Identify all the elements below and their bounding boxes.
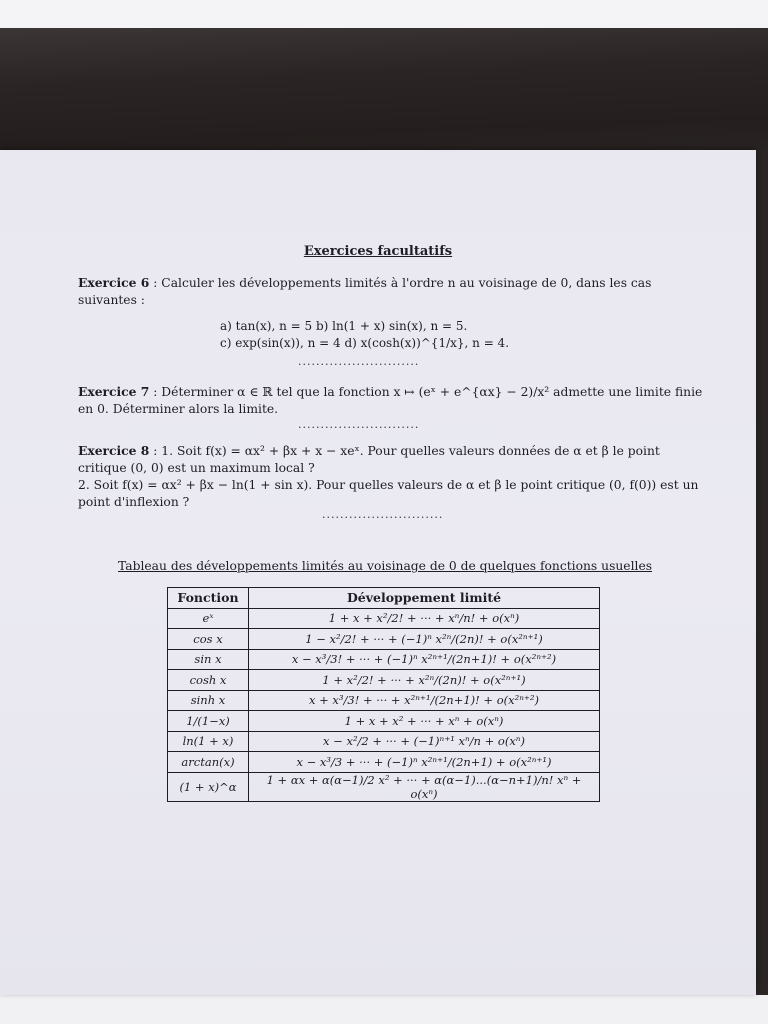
function-cell: ln(1 + x) [168, 731, 249, 752]
expansion-cell: 1 + x²/2! + ··· + x²ⁿ/(2n)! + o(x²ⁿ⁺¹) [249, 670, 600, 691]
header-expansion: Développement limité [249, 588, 600, 609]
expansion-cell: 1 + αx + α(α−1)/2 x² + ··· + α(α−1)...(α−n+1)/n! xⁿ + o(xⁿ) [249, 772, 600, 801]
exercise-7-label: Exercice 7 [78, 384, 150, 399]
table-row [168, 731, 600, 752]
separator-1: ........................... [298, 355, 420, 368]
table-row [168, 752, 600, 773]
document-content [0, 150, 756, 995]
table-row [168, 649, 600, 670]
expansion-cell: x + x³/3! + ··· + x²ⁿ⁺¹/(2n+1)! + o(x²ⁿ⁺²) [249, 690, 600, 711]
expansion-cell: 1 − x²/2! + ··· + (−1)ⁿ x²ⁿ/(2n)! + o(x²ⁿ⁺¹) [249, 629, 600, 650]
table-row [168, 608, 600, 629]
exercise-8 [78, 442, 703, 511]
exercise-6 [78, 274, 703, 309]
exercise-8-text-1: : 1. Soit f(x) = αx² + βx + x − xeˣ. Pour quelles valeurs données de α et β le point critique (0, 0) est un maximum local ? [78, 444, 660, 475]
expansion-cell: x − x³/3! + ··· + (−1)ⁿ x²ⁿ⁺¹/(2n+1)! + o(x²ⁿ⁺²) [249, 649, 600, 670]
table-row [168, 711, 600, 732]
table-row [168, 629, 600, 650]
case-line-1: a) tan(x), n = 5 b) ln(1 + x) sin(x), n = 5. [220, 319, 468, 333]
exercise-8-text-2: 2. Soit f(x) = αx² + βx − ln(1 + sin x). Pour quelles valeurs de α et β le point critique (0, f(0)) est un point d'inflexion ? [78, 478, 699, 509]
function-cell: (1 + x)^α [168, 772, 249, 801]
exercise-7 [78, 383, 703, 418]
surface-edge [756, 150, 768, 995]
expansions-table [167, 587, 600, 802]
function-cell: cosh x [168, 670, 249, 691]
case-line-2: c) exp(sin(x)), n = 4 d) x(cosh(x))^{1/x}, n = 4. [220, 336, 510, 350]
dark-surface [0, 28, 768, 168]
function-cell: cos x [168, 629, 249, 650]
background-bottom [0, 995, 768, 1024]
exercise-8-label: Exercice 8 [78, 443, 150, 458]
paper-sheet [0, 150, 756, 995]
function-cell: arctan(x) [168, 752, 249, 773]
expansion-cell: x − x³/3 + ··· + (−1)ⁿ x²ⁿ⁺¹/(2n+1) + o(x²ⁿ⁺¹) [249, 752, 600, 773]
table-row [168, 690, 600, 711]
separator-2: ........................... [298, 418, 420, 431]
exercise-6-text: : Calculer les développements limités à l'ordre n au voisinage de 0, dans les cas suivantes : [78, 276, 652, 307]
function-cell: sinh x [168, 690, 249, 711]
table-caption: Tableau des développements limités au voisinage de 0 de quelques fonctions usuelles [118, 559, 653, 573]
background-top [0, 0, 768, 30]
page-title: Exercices facultatifs [303, 244, 453, 259]
exercise-6-cases [220, 318, 509, 352]
exercise-6-label: Exercice 6 [78, 275, 150, 290]
function-cell: eˣ [168, 608, 249, 629]
separator-3: ........................... [322, 508, 444, 521]
table-row [168, 670, 600, 691]
function-cell: sin x [168, 649, 249, 670]
table-header-row [168, 588, 600, 609]
table-row [168, 772, 600, 801]
exercise-7-text: : Déterminer α ∈ ℝ tel que la fonction x ↦ (eˣ + e^{αx} − 2)/x² admette une limite finie en 0. Déterminer alors la limite. [78, 385, 703, 416]
expansion-cell: x − x²/2 + ··· + (−1)ⁿ⁺¹ xⁿ/n + o(xⁿ) [249, 731, 600, 752]
expansion-cell: 1 + x + x² + ··· + xⁿ + o(xⁿ) [249, 711, 600, 732]
expansion-cell: 1 + x + x²/2! + ··· + xⁿ/n! + o(xⁿ) [249, 608, 600, 629]
function-cell: 1/(1−x) [168, 711, 249, 732]
header-function: Fonction [168, 588, 249, 609]
